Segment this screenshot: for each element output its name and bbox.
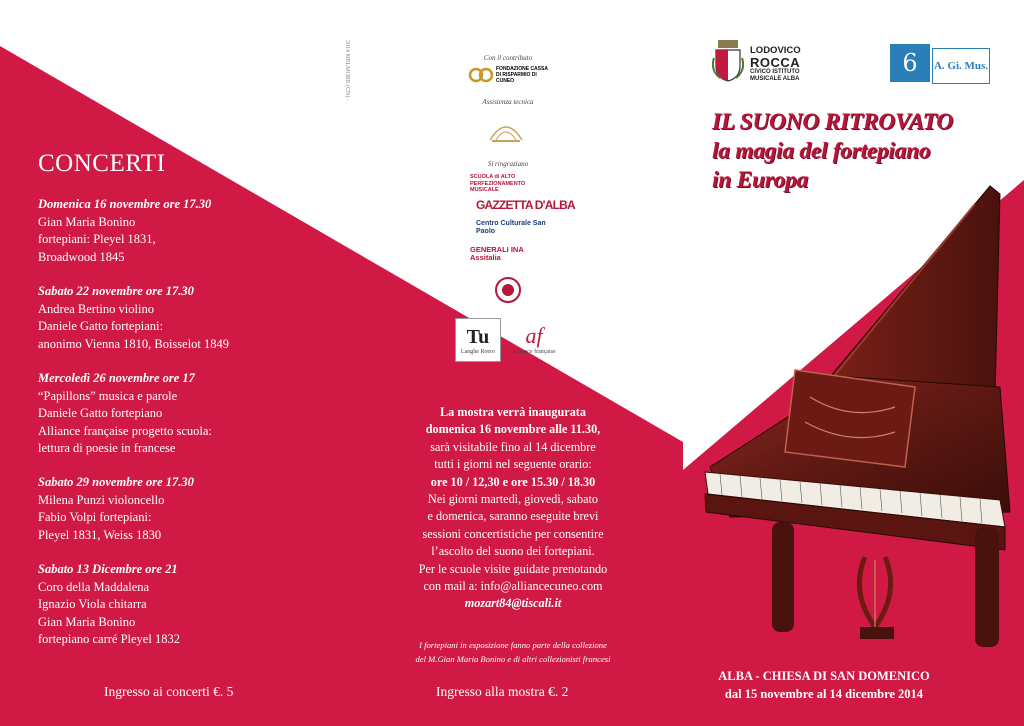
concert-event — [38, 196, 211, 266]
info-line: sessioni concertistiche per consentire — [422, 526, 604, 541]
concert-line: Daniele Gatto fortepiano — [38, 406, 163, 420]
concert-line: “Papillons” musica e parole — [38, 388, 178, 403]
concert-date: Mercoledì 26 novembre ore 17 — [38, 371, 195, 385]
subtitle-line: PAPE, PLEYEL — [712, 317, 808, 333]
concert-line: Milena Punzi violoncello — [38, 492, 165, 507]
info-line: l’ascolto del suono dei fortepiani. — [431, 544, 595, 559]
info-line: Nei giorni martedì, giovedì, sabato — [428, 492, 598, 507]
concert-line: fortepiani: Pleyel 1831, — [38, 232, 156, 246]
tu-text: Tu — [466, 325, 490, 348]
rocca-text: ROCCA — [750, 55, 801, 70]
svg-text:6: 6 — [902, 49, 918, 77]
concert-date: Domenica 16 novembre ore 17.30 — [38, 197, 212, 211]
concert-line: Gian Maria Bonino — [38, 614, 136, 629]
musicale-text: MUSICALE ALBA — [750, 76, 800, 82]
af-caption: Alliance française — [512, 349, 556, 355]
concert-date: Sabato 22 novembre ore 17.30 — [38, 284, 194, 298]
concert-date: Sabato 29 novembre ore 17.30 — [38, 475, 194, 489]
concert-line: fortepiano carré Pleyel 1832 — [38, 632, 180, 646]
title-line: IL SUONO RITROVATO — [712, 109, 953, 135]
exhibit-subtitle — [712, 210, 873, 335]
gazzetta-logo: GAZZETTA D'ALBA — [476, 198, 575, 212]
contributo-label: Con il contributo — [483, 54, 533, 62]
concert-event — [38, 474, 194, 544]
title-line: in Europa — [712, 167, 808, 193]
concert-event — [38, 283, 229, 353]
crc-mark-icon — [468, 67, 494, 83]
assistenza-label: Assistenza tecnica — [482, 98, 534, 106]
title-line: la magia del fortepiano — [712, 138, 931, 164]
concert-line: lettura di poesie in francese — [38, 441, 176, 455]
concert-line: Coro della Maddalena — [38, 579, 150, 594]
mostra-price: Ingresso alla mostra €. 2 — [436, 684, 569, 699]
concerti-price: Ingresso ai concerti €. 5 — [104, 684, 234, 699]
tu-langhe-logo — [455, 318, 501, 362]
venue-info — [704, 667, 944, 703]
lodovico-text: LODOVICO — [750, 45, 801, 56]
info-line: e domenica, saranno eseguite brevi — [427, 509, 599, 524]
info-line: con mail a: info@alliancecuneo.com — [423, 579, 603, 594]
concert-line: Andrea Bertino violino — [38, 301, 154, 316]
fondazione-crc-logo — [466, 64, 552, 86]
lodovico-rocca-logo — [750, 46, 801, 83]
coat-of-arms-icon — [712, 40, 744, 82]
main-title — [712, 108, 953, 195]
note-line: del M.Gian Maria Bonino e di altri collezionisti francesi — [415, 654, 611, 664]
concert-line: Gian Maria Bonino — [38, 214, 136, 229]
concert-line: Fabio Volpi fortepiani: — [38, 510, 152, 524]
subtitle-line: PIÙ IMPORTANTI: — [712, 282, 831, 298]
scuola-logo — [470, 174, 544, 194]
concert-event — [38, 370, 212, 458]
concert-line: Ignazio Viola chitarra — [38, 597, 147, 611]
info-line: domenica 16 novembre alle 11.30, — [425, 422, 601, 437]
info-line: La mostra verrà inaugurata — [440, 405, 586, 419]
concert-line: Daniele Gatto fortepiani: — [38, 319, 163, 333]
printer-credit: 2014 MELMORE (CN) - — [344, 40, 350, 101]
alliance-logo — [506, 318, 562, 360]
venue-line: ALBA - CHIESA DI SAN DOMENICO — [718, 669, 930, 683]
association-logo — [890, 44, 930, 82]
info-line: ore 10 / 12,30 e ore 15.30 / 18.30 — [430, 474, 596, 489]
collection-note — [382, 638, 644, 666]
info-line: sarà visitabile fino al 14 dicembre — [430, 439, 596, 454]
ringraziamo-label: Si ringraziano — [487, 160, 529, 168]
emblem-logo — [494, 276, 522, 304]
fondazione-text: FONDAZIONE CASSA DI RISPARMIO DI CUNEO — [496, 66, 548, 84]
concert-line: Broadwood 1845 — [38, 249, 125, 264]
concert-line: anonimo Vienna 1810, Boisselot 1849 — [38, 336, 230, 351]
info-line: Per le scuole visite guidate prenotando — [418, 561, 608, 576]
info-line: mozart84@tiscali.it — [464, 596, 562, 611]
subtitle-line: BOISSELOT, ERARD, — [712, 299, 850, 315]
concert-event — [38, 561, 180, 649]
af-text: af — [525, 323, 543, 348]
concerti-title: CONCERTI — [38, 150, 166, 177]
civico-text: CIVICO ISTITUTO — [750, 69, 800, 75]
mostra-info — [382, 404, 644, 613]
subtitle-line: DELLE CASE FRANCESI — [712, 264, 873, 280]
info-line: tutti i giorni nel seguente orario: — [434, 457, 592, 472]
generali-logo: GENERALI INA Assitalia — [470, 245, 524, 262]
tecnica-logo — [484, 110, 528, 146]
concert-line: Alliance française progetto scuola: — [38, 423, 212, 438]
scuola-text: SCUOLA di ALTO PERFEZIONAMENTO MUSICALE — [470, 174, 526, 193]
subtitle-line: MOSTRA SONORA — [712, 211, 835, 226]
subtitle-line: D’EPOCA (1820 - 1850) — [712, 246, 859, 262]
concert-line: Pleyel 1831, Weiss 1830 — [38, 527, 162, 542]
concert-date: Sabato 13 Dicembre ore 21 — [38, 562, 178, 576]
agimus-logo: A. Gi. Mus. — [932, 48, 990, 84]
note-line: I fortepiani in esposizione fanno parte della collezione — [419, 640, 607, 650]
san-paolo-logo: Centro Culturale San Paolo — [476, 220, 546, 235]
subtitle-line: DI FORTEPIANI — [712, 228, 816, 244]
tu-caption: Langhe Roero — [460, 348, 496, 355]
venue-line: dal 15 novembre al 14 dicembre 2014 — [724, 687, 924, 701]
